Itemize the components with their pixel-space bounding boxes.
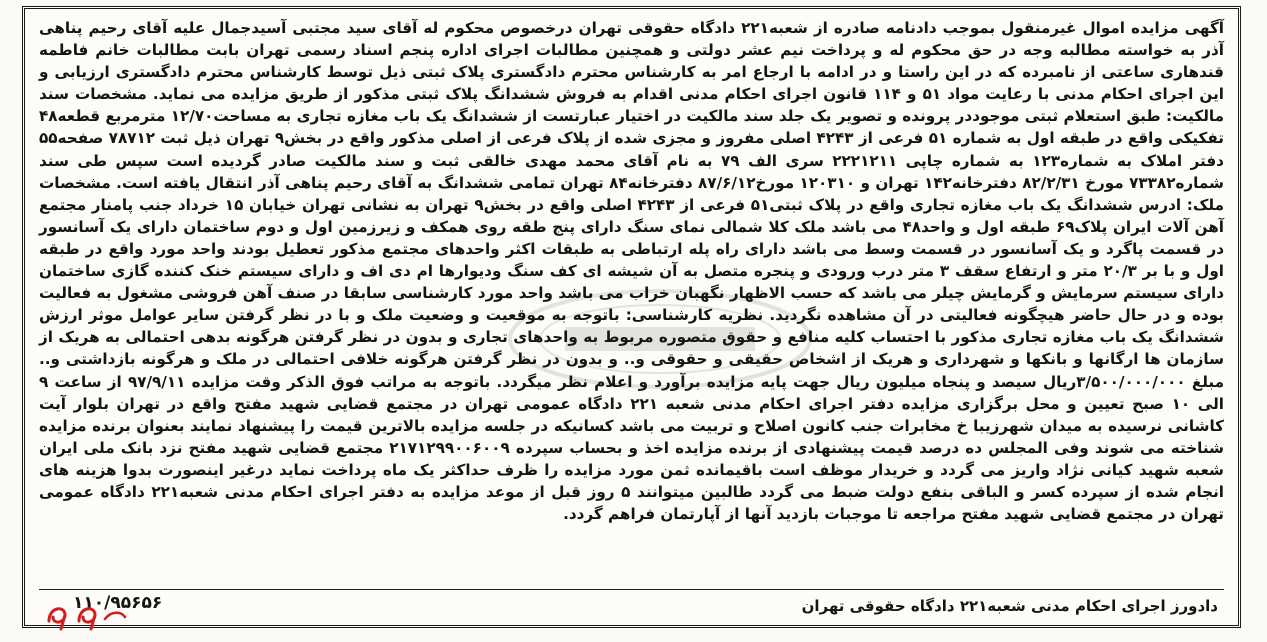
footer-divider — [39, 589, 1224, 590]
reference-number: ۱۱۰/۹۵۶۵۶ — [73, 593, 163, 613]
signature-line: دادورز اجرای احکام مدنی شعبه۲۲۱ دادگاه حقوقی تهران — [801, 597, 1218, 615]
notice-body: آگهی مزایده اموال غیرمنقول بموجب دادنامه صادره از شعبه۲۲۱ دادگاه حقوقی تهران درخصوص محکوم له آقای سید مجتبی آسیدجمال علیه آقای رحیم پناهی آذر به خواسته مطالبه وجه در حق محکوم له و پرداخت نیم عشر دولتی و همچنین مطالبات اجرای اداره پنجم اسناد رسمی تهران بابت مطالبات خانم فاطمه قندهاری ساعتی از نامبرده که در این راستا و در ادامه با ارجاع امر به کارشناس محترم دادگستری پلاک ثبتی ذیل توسط کارشناس محترم دادگستری ارزیابی و این اجرای احکام مدنی با رعایت مواد ۵۱ و ۱۱۴ قانون اجرای احکام مدنی اقدام به فروش ششدانگ پلاک ثبتی مذکور از طریق مزایده می نماید. مشخصات سند مالکیت: طبق استعلام ثبتی موجوددر پرونده و تصویر یک جلد سند مالکیت در اختیار عبارتست از ششدانگ یک باب مغازه تجاری به مساحت۱۲/۷۰ مترمربع قطعه۴۸ تفکیکی واقع در طبقه اول به شماره ۵۱ فرعی از ۴۲۴۳ اصلی مفروز و مجزی شده از پلاک فرعی از اصلی مذکور واقع در بخش۹ تهران ذیل ثبت ۷۸۷۱۲ صفحه۵۵ دفتر املاک به شماره۱۲۳ به شماره چاپی ۲۲۲۱۲۱۱ سری الف ۷۹ به نام آقای محمد مهدی خالقی ثبت و سند مالکیت صادر گردیده است سپس طی سند شماره۷۳۳۸۲ مورخ ۸۲/۲/۳۱ دفترخانه۱۴۲ تهران و ۱۲۰۳۱۰ مورخ۸۷/۶/۱۲ دفترخانه۸۴ تهران تمامی ششدانگ به آقای رحیم پناهی آذر انتقال یافته است. مشخصات ملک: ادرس ششدانگ یک باب مغازه تجاری واقع در پلاک ثبتی۵۱ فرعی از ۴۲۴۳ اصلی واقع در بخش۹ تهران به نشانی تهران خیابان ۱۵ خرداد جنب پامنار مجتمع آهن آلات ایران پلاک۶۹ طبقه اول و واحد۴۸ می باشد ملک کلا شمالی نمای سنگ دارای پنج طقه روی همکف و زیرزمین اول و دوم ساختمان دارای یک آسانسور در قسمت پاگرد و یک آسانسور در قسمت وسط می باشد دارای راه پله ارتباطی به طبقات اکثر واحدهای مجتمع مذکور تعطیل بودند واحد مورد واقع در طبقه اول و با بر ۲۰/۳ متر و ارتفاع سقف ۳ متر درب ورودی و پنجره متصل به آن شیشه ای کف سنگ ودیوارها ام دی اف و دارای سیستم خنک کننده گازی ساختمان دارای سیستم سرمایش و گرمایش چیلر می باشد که حسب الاظهار نگهبان خراب می باشد واحد مورد کارشناسی سابقا در صنف آهن فروشی مشغول به فعالیت بوده و در حال حاضر هیچگونه فعالیتی در آن مشاهده نگردید. نظریه کارشناسی: باتوجه به موقعیت و وضعیت ملک و با در نظر گرفتن سایر عوامل موثر ارزش ششدانگ یک باب مغازه تجاری مذکور با احتساب کلیه منافع و حقوق متصوره مربوط به واحدهای تجاری و بدون در نظر گرفتن هرگونه بدهی احتمالی به هریک از سازمان ها ارگانها و بانکها و شهرداری و هریک از اشخاص حقیقی و حقوقی و.. و بدون در نظر گرفتن هرگونه خلافی احتمالی در ملک و هرگونه بازداشتی و.. مبلغ ۳/۵۰۰/۰۰۰/۰۰۰ریال سیصد و پنجاه میلیون ریال جهت پایه مزایده برآورد و اعلام نظر میگردد. باتوجه به مراتب فوق الذکر وقت مزایده ۹۷/۹/۱۱ از ساعت ۹ الی ۱۰ صبح تعیین و محل برگزاری مزایده دفتر اجرای احکام مدنی شعبه ۲۲۱ دادگاه عمومی تهران در مجتمع قضایی شهید مفتح واقع در تهران بلوار آیت کاشانی نرسیده به میدان شهرزیبا خ مخابرات جنب کانون اصلاح و تربیت می باشد کسانیکه در جلسه مزایده بالاترین قیمت را پیشنهاد نمایند بعنوان برنده مزایده شناخته می شوند وفی المجلس ده درصد قیمت پیشنهادی از برنده مزایده اخذ و بحساب سپرده ۲۱۷۱۲۹۹۰۰۶۰۰۹ مجتمع قضایی شهید مفتح نزد بانک ملی ایران شعبه شهید کیانی نژاد واریز می گردد و خریدار موظف است باقیمانده ثمن مورد مزایده را ظرف حداکثر یک ماه پرداخت نماید درغیر اینصورت بدوا هزینه های انجام شده از سپرده کسر و الباقی بنفع دولت ضبط می گردد طالبین میتوانند ۵ روز قبل از موعد مزایده به دفتر اجرای احکام مدنی شعبه۲۲۱ دادگاه عمومی تهران در مجتمع قضایی شهید مفتح مراجعه تا موجبات بازدید آنها از آپارتمان فراهم گردد. — [39, 19, 1225, 524]
handwritten-number-mark — [39, 599, 129, 631]
notice-frame — [22, 6, 1241, 628]
